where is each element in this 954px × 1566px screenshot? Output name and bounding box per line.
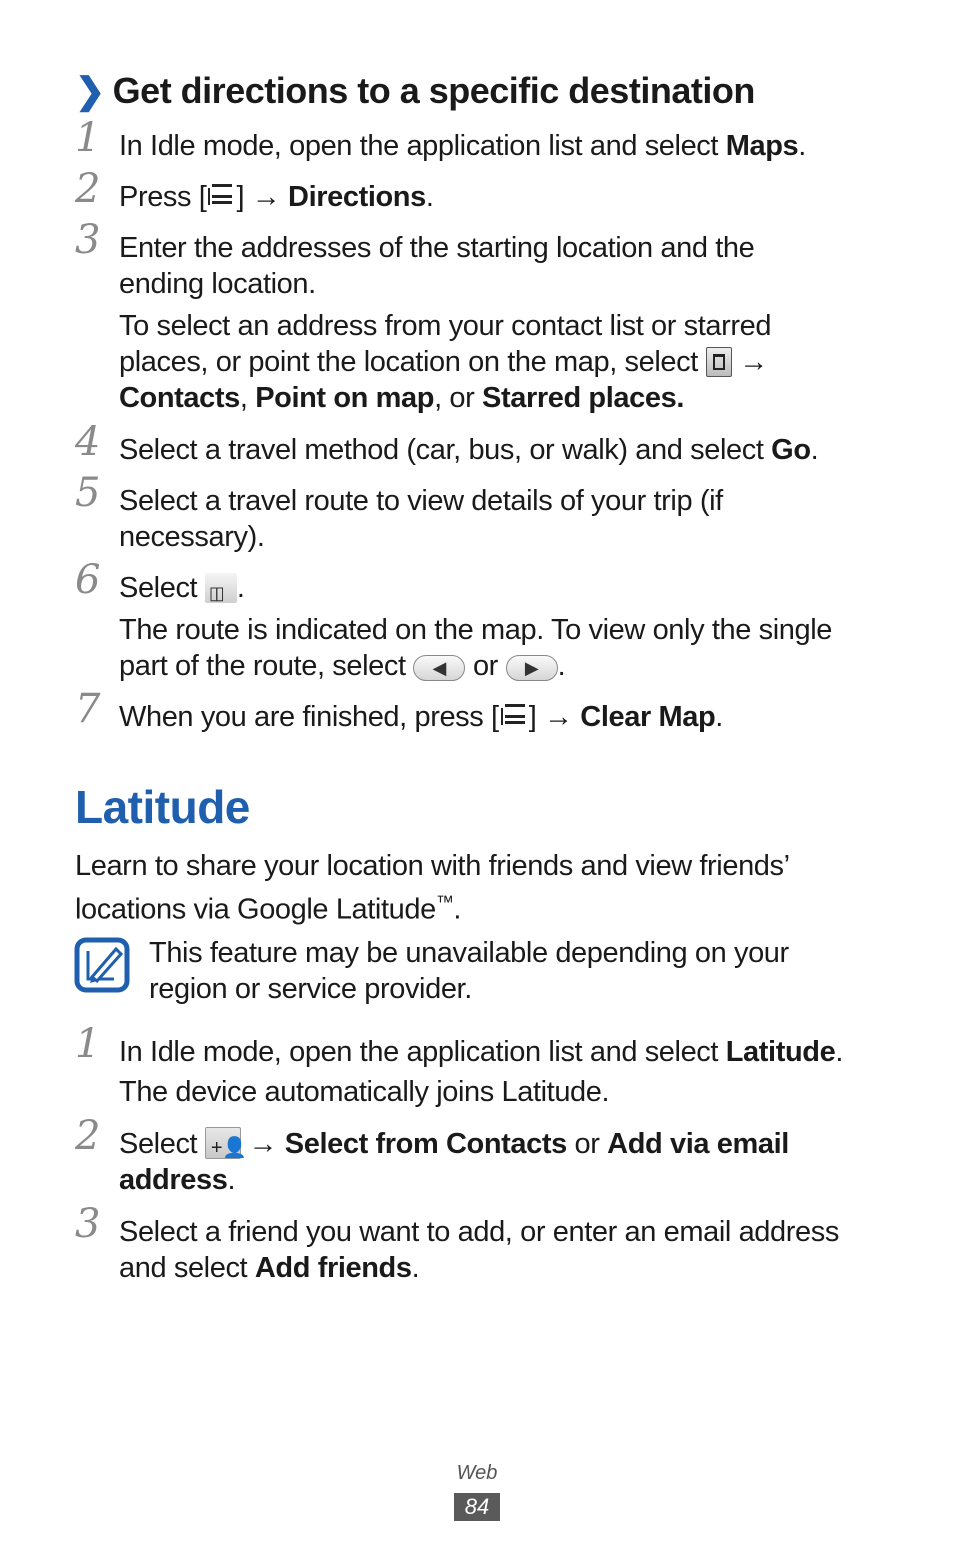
text: . bbox=[227, 1164, 236, 1196]
text: . bbox=[810, 434, 819, 466]
step-number: 1 bbox=[75, 1021, 101, 1067]
step-detail bbox=[119, 308, 819, 416]
text: The route is indicated on the map. To view only the single part of the route, select bbox=[119, 614, 832, 682]
text: . bbox=[715, 701, 723, 733]
arrow-right-icon: ▶ bbox=[506, 655, 558, 681]
arrow-left-icon: ◀ bbox=[413, 655, 465, 681]
text: → bbox=[240, 1128, 285, 1160]
step-number: 2 bbox=[75, 1113, 101, 1159]
text: Select a travel method (car, bus, or walk) and select bbox=[119, 434, 772, 466]
text: → bbox=[731, 346, 768, 378]
step-text: Select a travel route to view details of your trip (if necessary). bbox=[119, 485, 723, 553]
bold-text: Add via email address bbox=[119, 1128, 789, 1196]
section-intro bbox=[75, 848, 815, 928]
text: ] → bbox=[528, 701, 581, 733]
section-subheading bbox=[75, 70, 755, 112]
text: Select bbox=[119, 572, 205, 604]
bold-text: Contacts bbox=[119, 382, 240, 414]
step-text bbox=[119, 179, 895, 215]
step-number: 6 bbox=[75, 557, 101, 603]
text: or bbox=[566, 1128, 608, 1160]
bold-text: Add friends bbox=[254, 1252, 412, 1284]
chevron-right-icon: ❯ bbox=[75, 70, 105, 111]
step-detail: The device automatically joins Latitude. bbox=[119, 1076, 610, 1108]
step-text bbox=[119, 1214, 879, 1286]
menu-key-icon bbox=[206, 184, 236, 210]
text: When you are finished, press [ bbox=[119, 701, 499, 733]
directions-step-7 bbox=[75, 686, 895, 735]
text: Press [ bbox=[119, 181, 207, 213]
text: , or bbox=[434, 382, 483, 414]
text: . bbox=[425, 181, 434, 213]
text: Select a friend you want to add, or enter an email address and select bbox=[119, 1216, 839, 1284]
directions-step-1 bbox=[75, 115, 895, 164]
step-number: 3 bbox=[75, 1201, 101, 1247]
text: ] → bbox=[236, 181, 289, 213]
step-number: 3 bbox=[75, 217, 101, 263]
contact-book-icon bbox=[706, 347, 732, 377]
trademark: ™ bbox=[435, 892, 454, 912]
text: . bbox=[557, 650, 566, 682]
subheading-text: Get directions to a specific destination bbox=[112, 70, 755, 111]
add-friend-icon: +👤 bbox=[205, 1127, 241, 1159]
text: . bbox=[236, 572, 245, 604]
latitude-step-2 bbox=[75, 1113, 895, 1198]
step-text bbox=[119, 432, 895, 468]
footer-section-label: Web bbox=[456, 1462, 498, 1484]
text: Learn to share your location with friends and view friends’ locations via Google Latitude bbox=[75, 850, 789, 926]
text: . bbox=[798, 130, 806, 162]
text: . bbox=[453, 893, 462, 926]
step-detail bbox=[119, 612, 879, 684]
step-text bbox=[119, 699, 895, 735]
note-text: This feature may be unavailable depending on your region or service provider. bbox=[149, 937, 789, 1005]
text: , bbox=[239, 382, 256, 414]
step-number: 5 bbox=[75, 470, 101, 516]
step-text bbox=[119, 1126, 819, 1198]
text: . bbox=[835, 1036, 843, 1068]
step-text bbox=[119, 1034, 895, 1070]
menu-key-icon bbox=[499, 704, 529, 730]
directions-step-3 bbox=[75, 217, 895, 416]
bold-text: Starred places. bbox=[482, 382, 684, 414]
directions-step-6 bbox=[75, 557, 895, 684]
step-number: 4 bbox=[75, 419, 101, 465]
step-number: 7 bbox=[75, 686, 101, 732]
page-number: 84 bbox=[454, 1493, 500, 1521]
section-title: Latitude bbox=[75, 781, 250, 833]
step-text: Enter the addresses of the starting location and the ending location. bbox=[119, 232, 755, 300]
bold-text: Point on map bbox=[255, 382, 435, 414]
latitude-step-3 bbox=[75, 1201, 895, 1286]
bold-text: Go bbox=[771, 434, 811, 466]
step-number: 2 bbox=[75, 166, 101, 212]
text: To select an address from your contact list or starred places, or point the location on the map, select bbox=[119, 310, 772, 378]
directions-step-5 bbox=[75, 470, 895, 555]
bold-text: Directions bbox=[288, 181, 426, 213]
directions-step-4 bbox=[75, 419, 895, 468]
directions-step-2 bbox=[75, 166, 895, 215]
step-text bbox=[119, 570, 895, 606]
bold-text: Clear Map bbox=[580, 701, 716, 733]
note-icon bbox=[74, 937, 130, 993]
map-icon bbox=[205, 573, 237, 603]
bold-text: Latitude bbox=[725, 1036, 836, 1068]
text: or bbox=[465, 650, 506, 682]
step-text bbox=[119, 128, 895, 164]
text: . bbox=[411, 1252, 420, 1284]
text: Select bbox=[119, 1128, 205, 1160]
bold-text: Maps bbox=[725, 130, 799, 162]
text: In Idle mode, open the application list and select bbox=[119, 130, 726, 162]
step-number: 1 bbox=[75, 115, 101, 161]
bold-text: Select from Contacts bbox=[284, 1128, 567, 1160]
text: In Idle mode, open the application list and select bbox=[119, 1036, 726, 1068]
latitude-step-1 bbox=[75, 1021, 895, 1110]
